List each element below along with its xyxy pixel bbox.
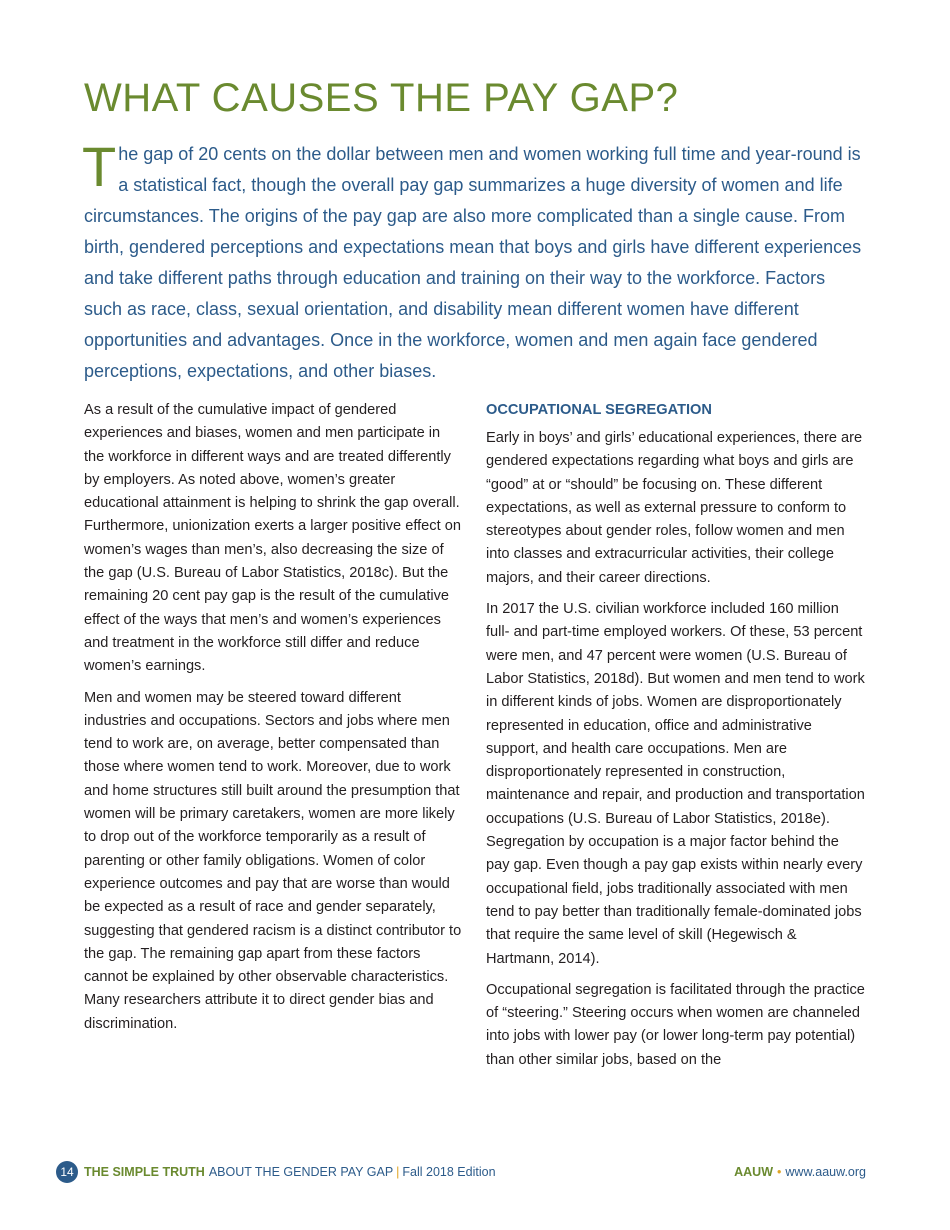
right-paragraph-3: Occupational segregation is facilitated through the practice of “steering.” Steering occurs when women are channeled into jobs with lower pay (or lower long-term pay potential) than other similar jobs, based on the <box>486 981 865 1068</box>
footer-organization <box>734 1165 866 1179</box>
right-column <box>486 399 866 1080</box>
footer-url-link[interactable]: www.aauw.org <box>785 1165 866 1179</box>
intro-paragraph <box>82 135 866 387</box>
right-paragraph-2: In 2017 the U.S. civilian workforce included 160 million full- and part-time employed workers. Of these, 53 percent were men, and 47 percent were women (U.S. Bureau of Labor Statistics, 2018d). But women and men tend to work in different kinds of jobs. Women are disproportionately represented in education, office and administrative support, and health care occupations. Men are disproportionately represented in construction, maintenance and repair, and production and transportation occupations (U.S. Bureau of Labor Statistics, 2018e). Segregation by occupation is a major factor behind the pay gap. Even though a pay gap exists within nearly every occupational field, jobs traditionally associated with men tend to pay better than traditionally female-dominated jobs that require the same level of skill (Hegewisch & Hartmann, 2014). <box>486 601 865 967</box>
page-title: WHAT CAUSES THE PAY GAP? <box>84 76 679 120</box>
page-footer <box>56 1160 866 1184</box>
footer-subtitle: ABOUT THE GENDER PAY GAP <box>208 1165 394 1179</box>
footer-dot-separator: • <box>777 1165 782 1179</box>
left-paragraph-2: Men and women may be steered toward different industries and occupations. Sectors and jobs where men tend to work are, on average, better compensated than those where women tend to work. Moreover, due to work and home structures still built around the presumption that women will be primary caretakers, women are more likely to drop out of the workforce temporarily as a result of parenting or other family obligations. Women of color experience outcomes and pay that are worse than would be expected as a result of race and gender separately, suggesting that gendered racism is a distinct contributor to the gap. The remaining gap apart from these factors cannot be explained by other observable characteristics. Many researchers attribute it to direct gender bias and discrimination. <box>84 689 462 1032</box>
footer-separator: | <box>396 1165 400 1179</box>
page-number-badge: 14 <box>56 1161 78 1183</box>
left-column <box>84 399 464 1044</box>
footer-publication <box>56 1161 496 1183</box>
footer-edition: Fall 2018 Edition <box>402 1165 496 1179</box>
intro-text: he gap of 20 cents on the dollar between men and women working full time and year-round is a statistical fact, though the overall pay gap summarizes a huge diversity of women and life circumstances. The origins of the pay gap are also more complicated than a single cause. From birth, gendered perceptions and expectations mean that boys and girls have different experiences and take different paths through education and training on their way to the workforce. Factors such as race, class, sexual orientation, and disability mean different women have different opportunities and advantages. Once in the workforce, women and men again face gendered perceptions, expectations, and other biases. <box>84 144 862 381</box>
footer-org-name: AAUW <box>734 1165 773 1179</box>
section-heading-occupational-segregation: OCCUPATIONAL SEGREGATION <box>486 402 712 418</box>
left-paragraph-1: As a result of the cumulative impact of gendered experiences and biases, women and men participate in the workforce in different ways and are treated differently by employers. As noted above, women’s greater educational attainment is helping to shrink the gap overall. Furthermore, unionization exerts a larger positive effect on women’s wages than men’s, also decreasing the size of the gap (U.S. Bureau of Labor Statistics, 2018c). But the remaining 20 cent pay gap is the result of the cumulative effect of the ways that men’s and women’s experiences and treatment in the workforce still differ and reduce women’s earnings. <box>84 402 461 675</box>
footer-brand: THE SIMPLE TRUTH <box>84 1165 205 1179</box>
right-paragraph-1: Early in boys’ and girls’ educational experiences, there are gendered expectations regarding what boys and girls are “good” at or “should” be focusing on. These different expectations, as well as external pressure to conform to stereotypes about gender roles, follow women and men into classes and extracurricular activities, their college majors, and their career directions. <box>486 430 863 586</box>
drop-cap: T <box>82 135 117 198</box>
